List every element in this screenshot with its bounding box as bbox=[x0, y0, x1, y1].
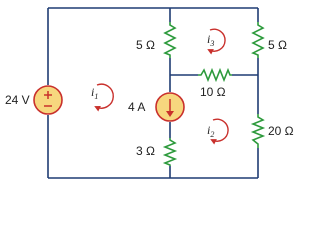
resistor-bottom-middle bbox=[165, 138, 175, 166]
resistor-bottom-right bbox=[253, 114, 263, 148]
resistor-bottom-right-label: 20 Ω bbox=[268, 124, 294, 138]
current-source-label: 4 A bbox=[128, 100, 146, 114]
loop-label-i3: i3 bbox=[207, 32, 215, 48]
resistor-horizontal-label: 10 Ω bbox=[200, 85, 226, 99]
loop-label-i2: i2 bbox=[207, 123, 215, 139]
voltage-source-label: 24 V bbox=[5, 93, 30, 107]
current-source bbox=[156, 93, 184, 121]
resistor-top-right bbox=[253, 22, 263, 58]
loop-arrow-i1 bbox=[96, 84, 113, 108]
resistor-top-middle bbox=[165, 22, 175, 58]
resistor-top-right-label: 5 Ω bbox=[268, 38, 287, 52]
resistor-top-middle-label: 5 Ω bbox=[136, 38, 155, 52]
loop-arrow-i2 bbox=[212, 119, 228, 141]
resistor-bottom-middle-label: 3 Ω bbox=[136, 144, 155, 158]
voltage-source bbox=[34, 86, 62, 114]
resistor-horizontal bbox=[198, 70, 232, 80]
loop-label-i1: i1 bbox=[91, 85, 99, 101]
